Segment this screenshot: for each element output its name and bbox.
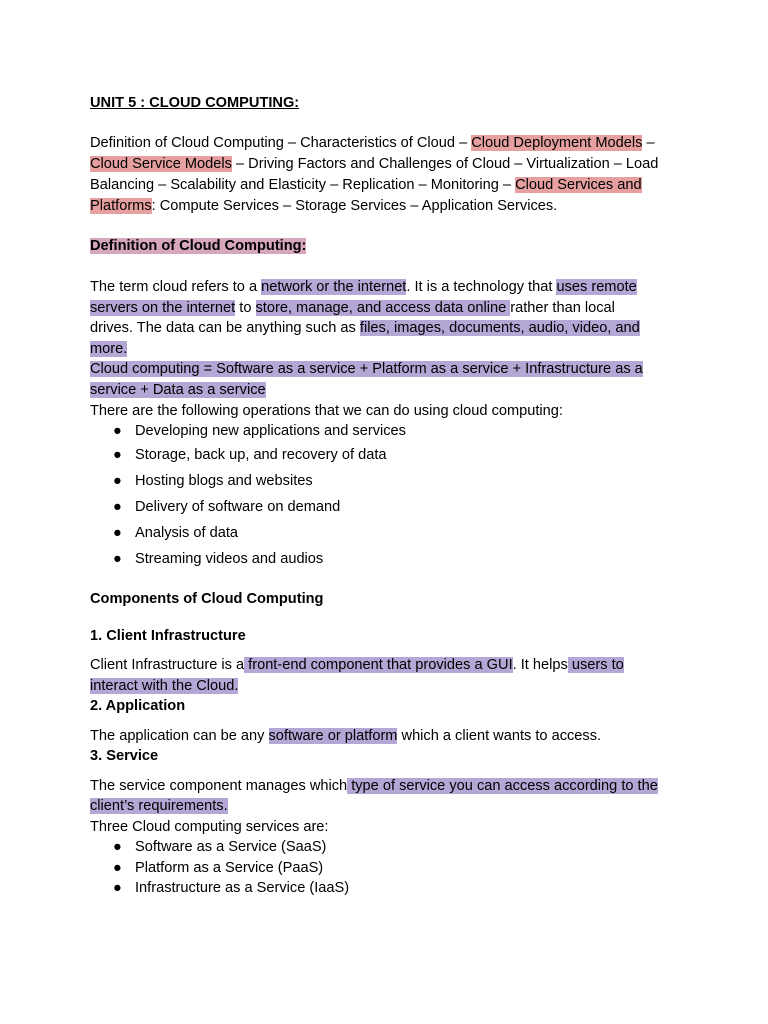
- component-text: Client Infrastructure is a: [90, 657, 245, 673]
- component-text: . It helps: [512, 657, 568, 673]
- bullet-icon: ●: [113, 525, 122, 541]
- highlight-deployment-models: Cloud Deployment Models: [471, 135, 643, 151]
- bullet-icon: ●: [113, 423, 122, 439]
- highlight-platforms: Platforms: [90, 198, 152, 214]
- intro-text: –: [642, 135, 655, 151]
- bullet-icon: ●: [113, 499, 122, 515]
- definition-heading: [90, 236, 306, 256]
- bullet-icon: ●: [113, 551, 122, 567]
- highlight-store-manage: store, manage, and access data online: [255, 300, 511, 316]
- client-infrastructure-line-2: [90, 676, 238, 696]
- intro-text: – Driving Factors and Challenges of Cloud – Virtualization – Load: [231, 156, 659, 172]
- definition-text: to: [235, 300, 256, 316]
- component-text: The service component manages which: [90, 778, 348, 794]
- bullet-icon: ●: [113, 447, 122, 463]
- intro-text: Definition of Cloud Computing – Characteristics of Cloud –: [90, 135, 472, 151]
- intro-line-2: [90, 154, 658, 174]
- list-item: Developing new applications and services: [135, 423, 406, 439]
- highlight-service-models: Cloud Service Models: [90, 156, 232, 172]
- component-text: The application can be any: [90, 728, 269, 744]
- highlight-interact: interact with the Cloud.: [90, 678, 239, 694]
- list-item: Delivery of software on demand: [135, 499, 341, 515]
- definition-line-2: [90, 298, 615, 318]
- list-item: Software as a Service (SaaS): [135, 839, 327, 855]
- bullet-icon: ●: [113, 860, 122, 876]
- highlight-servers: servers on the internet: [90, 300, 236, 316]
- definition-text: . It is a technology that: [406, 279, 557, 295]
- list-item: Storage, back up, and recovery of data: [135, 447, 387, 463]
- highlight-uses-remote: uses remote: [556, 279, 637, 295]
- definition-text: drives. The data can be anything such as: [90, 320, 360, 336]
- service-line-2: [90, 796, 228, 816]
- highlight-network: network or the internet: [261, 279, 407, 295]
- list-item: Hosting blogs and websites: [135, 473, 313, 489]
- client-infrastructure-heading: 1. Client Infrastructure: [90, 628, 246, 644]
- highlight-users: users to: [567, 657, 624, 673]
- definition-line-1: [90, 277, 637, 297]
- highlight-equation: service + Data as a service: [90, 382, 266, 398]
- intro-line-1: [90, 133, 655, 153]
- definition-text: rather than local: [510, 300, 615, 316]
- operations-intro: There are the following operations that we can do using cloud computing:: [90, 403, 563, 419]
- intro-line-4: [90, 196, 557, 216]
- list-item: Platform as a Service (PaaS): [135, 860, 324, 876]
- definition-heading-text: Definition of Cloud Computing:: [90, 238, 307, 254]
- component-text: which a client wants to access.: [397, 728, 602, 744]
- client-infrastructure-line-1: [90, 655, 624, 675]
- highlight-files: files, images, documents, audio, video, and: [359, 320, 640, 336]
- highlight-front-end: front-end component that provides a GUI: [244, 657, 513, 673]
- list-item: Streaming videos and audios: [135, 551, 324, 567]
- bullet-icon: ●: [113, 880, 122, 896]
- definition-line-4: [90, 339, 127, 359]
- equation-line-1: [90, 359, 643, 379]
- intro-text: : Compute Services – Storage Services – Application Services.: [151, 198, 558, 214]
- highlight-client-requirements: client’s requirements.: [90, 798, 228, 814]
- highlight-equation: Cloud computing = Software as a service + Platform as a service + Infrastructure as a: [90, 361, 643, 377]
- intro-text: Balancing – Scalability and Elasticity – Replication – Monitoring –: [90, 177, 516, 193]
- application-heading: 2. Application: [90, 698, 186, 714]
- bullet-icon: ●: [113, 473, 122, 489]
- definition-line-3: [90, 318, 640, 338]
- application-line: [90, 726, 601, 746]
- bullet-icon: ●: [113, 839, 122, 855]
- intro-line-3: [90, 175, 642, 195]
- definition-text: The term cloud refers to a: [90, 279, 262, 295]
- highlight-software-platform: software or platform: [268, 728, 398, 744]
- highlight-more: more.: [90, 341, 128, 357]
- page-title: UNIT 5 : CLOUD COMPUTING:: [90, 95, 300, 111]
- list-item: Infrastructure as a Service (IaaS): [135, 880, 350, 896]
- highlight-type-of-service: type of service you can access according to the: [347, 778, 658, 794]
- list-item: Analysis of data: [135, 525, 239, 541]
- equation-line-2: [90, 380, 266, 400]
- service-line-1: [90, 776, 658, 796]
- highlight-services-platforms: Cloud Services and: [515, 177, 642, 193]
- services-intro: Three Cloud computing services are:: [90, 819, 329, 835]
- components-heading: Components of Cloud Computing: [90, 591, 324, 607]
- service-heading: 3. Service: [90, 748, 159, 764]
